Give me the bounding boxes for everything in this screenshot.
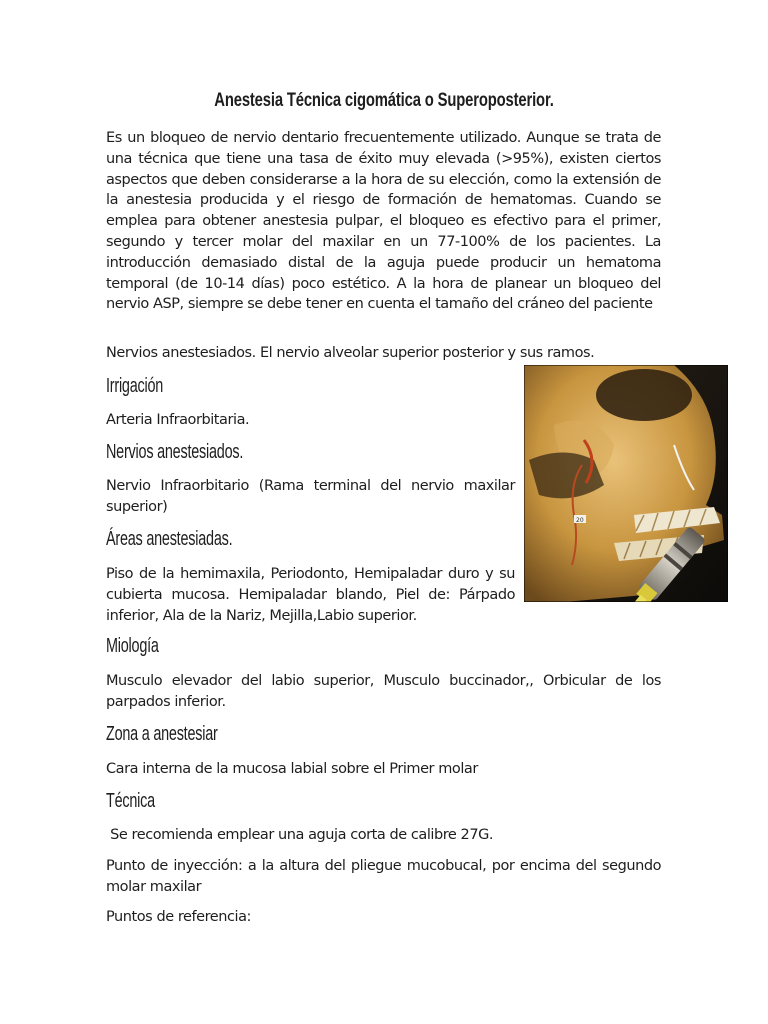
svg-text:20: 20 (576, 517, 584, 524)
zona-text: Cara interna de la mucosa labial sobre el Primer molar (106, 761, 478, 777)
intro-paragraph: Es un bloqueo de nervio dentario frecuentemente utilizado. Aunque se trata de una técnica que tiene una tasa de éxito muy elevada (>95%), existen ciertos aspectos que deben considerarse a la hora de su elección, como la extensión de la anestesia producida y el riesgo de formación de hematomas. Cuando se emplea para obtener anestesia pulpar, el bloqueo es efectivo para el primer, segundo y tercer molar del maxilar en un 77-100% de los pacientes. La introducción demasiado distal de la aguja puede producir un hematoma temporal (de 10-14 días) poco estético. A la hora de planear un bloqueo del nervio ASP, siempre se debe tener en cuenta el tamaño del cráneo del paciente (106, 130, 661, 313)
heading-miologia: Miología (106, 635, 159, 657)
skull-injection-photo (524, 365, 728, 602)
heading-irrigacion: Irrigación (106, 375, 164, 397)
nerves-anesthetized-line: Nervios anestesiados. El nervio alveolar superior posterior y sus ramos. (106, 345, 595, 361)
heading-nervios: Nervios anestesiados. (106, 441, 244, 463)
document-title: Anestesia Técnica cigomática o Superoposterior. (214, 90, 554, 111)
heading-areas: Áreas anestesiadas. (106, 528, 233, 550)
tecnica-reference-points-text: Puntos de referencia: (106, 909, 251, 925)
heading-tecnica: Técnica (106, 790, 155, 812)
heading-zona: Zona a anestesiar (106, 723, 218, 745)
tecnica-needle-text: Se recomienda emplear una aguja corta de calibre 27G. (106, 827, 494, 843)
irrigacion-text: Arteria Infraorbitaria. (106, 412, 250, 428)
nervios-text: Nervio Infraorbitario (Rama terminal del nervio maxilar superior) (106, 478, 515, 515)
tecnica-injection-point-text: Punto de inyección: a la altura del pliegue mucobucal, por encima del segundo molar maxilar (106, 858, 661, 895)
areas-text: Piso de la hemimaxila, Periodonto, Hemipaladar duro y su cubierta mucosa. Hemipaladar blando, Piel de: Párpado inferior, Ala de la Nariz, Mejilla,Labio superior. (106, 566, 515, 624)
miologia-text: Musculo elevador del labio superior, Musculo buccinador,, Orbicular de los parpados inferior. (106, 673, 661, 710)
